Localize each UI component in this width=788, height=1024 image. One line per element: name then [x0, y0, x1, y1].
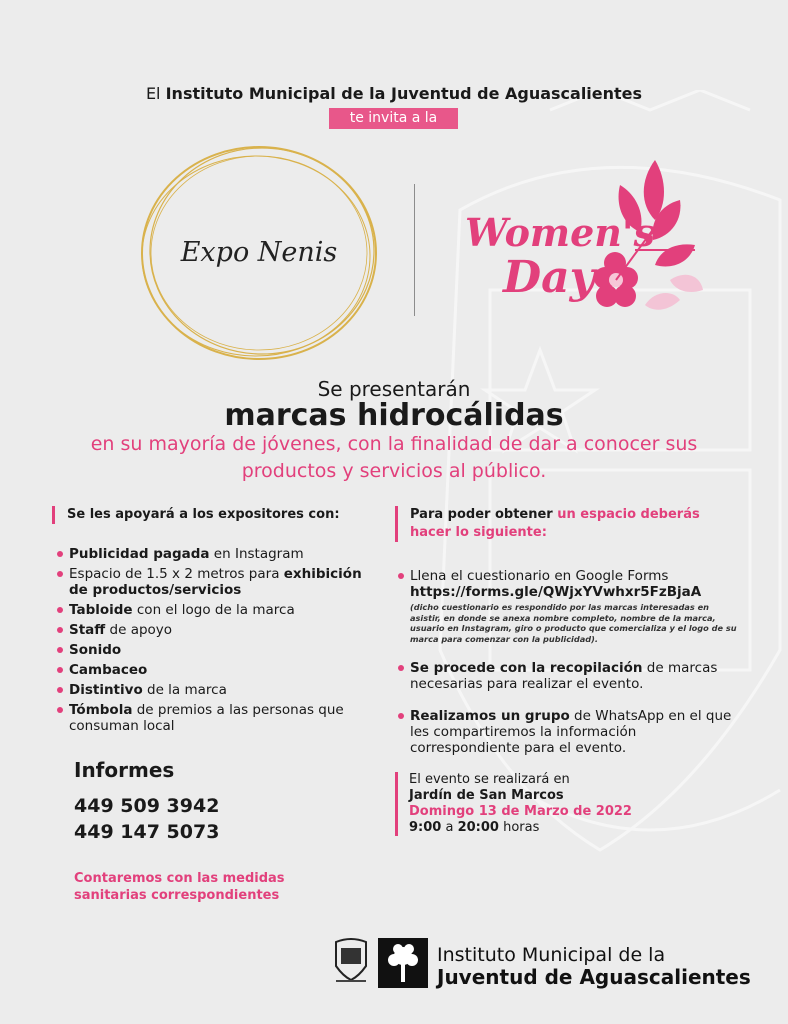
header-institution: Instituto Municipal de la Juventud de Aguascalientes [165, 84, 643, 103]
steps-column [395, 506, 740, 836]
support-list [52, 546, 362, 734]
sanitary-note: Contaremos con las medidas sanitarias correspondientes [74, 871, 285, 903]
expo-nenis-title: Expo Nenis [180, 237, 338, 268]
footer-institution-line1: Instituto Municipal de la [437, 944, 666, 966]
support-heading: Se les apoyará a los expositores con: [52, 506, 362, 524]
step-whatsapp: Realizamos un grupo de WhatsApp en el que les compartiremos la información correspondiente para el evento. [395, 708, 740, 756]
logo-divider [414, 184, 415, 316]
womens-day-line1: Women's [465, 210, 655, 255]
forms-link[interactable]: https://forms.gle/QWjxYVwhxr5FzBjaA [410, 584, 702, 600]
list-item: Cambaceo [52, 662, 362, 678]
womens-day-line2: Day [503, 252, 596, 303]
step-recopilacion: Se procede con la recopilación de marcas necesarias para realizar el evento. [395, 660, 740, 692]
event-time: 9:00 a 20:00 horas [409, 820, 540, 835]
tree-icon [378, 938, 428, 988]
phone-number-2[interactable]: 449 147 5073 [74, 821, 220, 843]
womens-day-logo [455, 150, 705, 330]
forms-note: (dicho cuestionario es respondido por las marcas interesadas en asistir, en donde se anexa nombre completo, nombre de la marca, usuario en Instagram, giro o producto que comercializa y el logo de su marca para comenzar con la publicidad). [410, 602, 737, 644]
list-item: Sonido [52, 642, 362, 658]
header-prefix: El [145, 84, 161, 103]
tree-logo [378, 938, 428, 988]
phone-number-1[interactable]: 449 509 3942 [74, 795, 220, 817]
intro-description: en su mayoría de jóvenes, con la finalidad de dar a conocer sus productos y servicios al público. [90, 433, 698, 482]
list-item: Espacio de 1.5 x 2 metros para exhibición de productos/servicios [52, 566, 362, 598]
list-item: Publicidad pagada en Instagram [52, 546, 362, 562]
list-item: Tómbola de premios a las personas que consuman local [52, 702, 362, 734]
step-google-forms: Llena el cuestionario en Google Forms https://forms.gle/QWjxYVwhxr5FzBjaA (dicho cuestionario es respondido por las marcas interesadas en asistir, en donde se anexa nombre completo, nombre de la marca, usuario en Instagram, giro o producto que comercializa y el logo de su marca para comenzar con la publicidad). [395, 568, 740, 644]
intro-headline: marcas hidrocálidas [224, 398, 564, 433]
list-item: Tabloide con el logo de la marca [52, 602, 362, 618]
support-column [52, 506, 362, 738]
invite-pill: te invita a la [329, 108, 458, 129]
municipal-seal-icon [332, 936, 370, 984]
expo-nenis-logo [138, 143, 380, 363]
event-date: Domingo 13 de Marzo de 2022 [409, 804, 632, 819]
list-item: Distintivo de la marca [52, 682, 362, 698]
header-line [0, 84, 788, 103]
event-place: Jardín de San Marcos [409, 788, 564, 803]
informes-label: Informes [74, 758, 175, 782]
event-details: El evento se realizará en Jardín de San Marcos Domingo 13 de Marzo de 2022 9:00 a 20:00 horas [395, 772, 740, 836]
steps-heading: Para poder obtener un espacio deberás hacer lo siguiente: [395, 506, 740, 542]
intro-line1: Se presentarán [317, 377, 471, 401]
list-item: Staff de apoyo [52, 622, 362, 638]
footer-institution-line2: Juventud de Aguascalientes [437, 965, 751, 989]
